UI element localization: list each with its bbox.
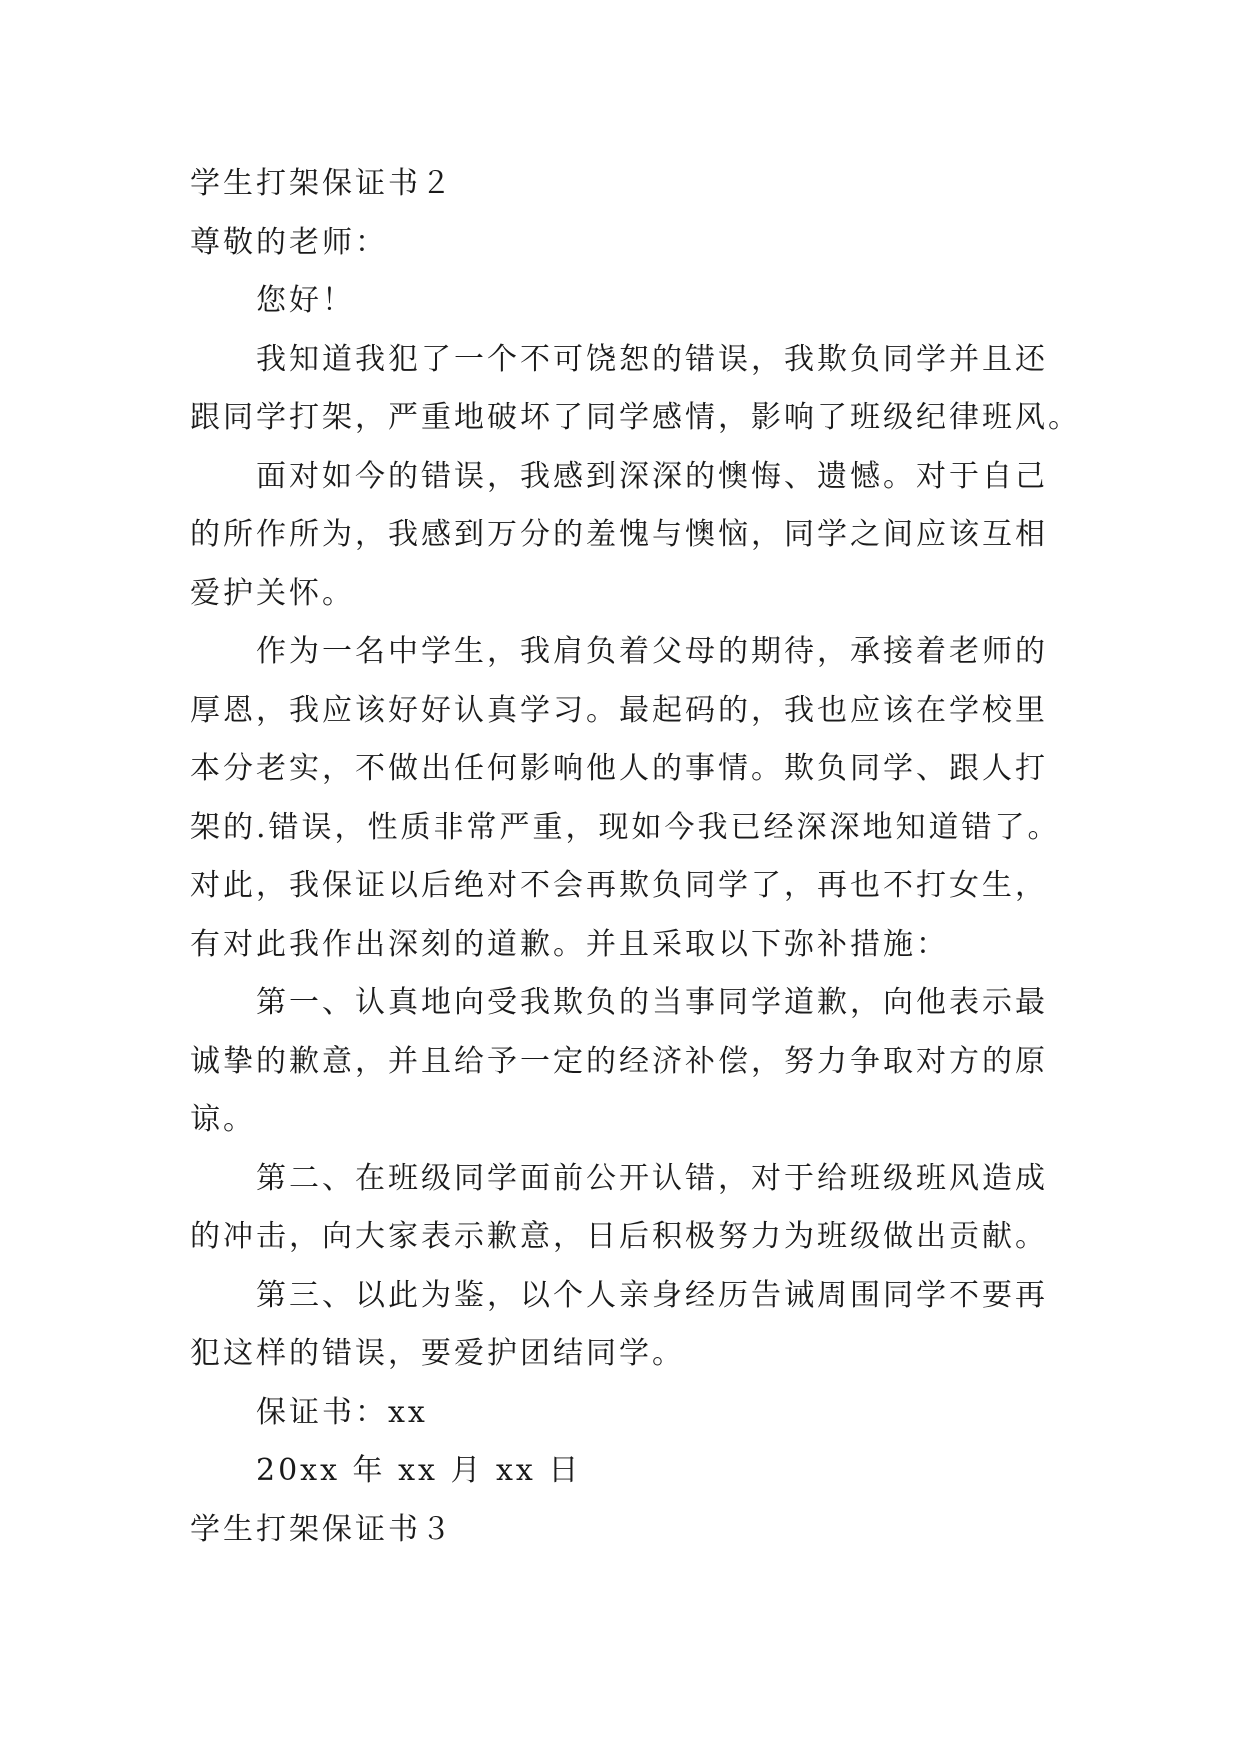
paragraph-line: 第一、认真地向受我欺负的当事同学道歉，向他表示最 (256, 985, 1048, 1020)
paragraph-line: 的冲击，向大家表示歉意，日后积极努力为班级做出贡献。 (190, 1219, 1048, 1254)
paragraph-line: 的所作所为，我感到万分的羞愧与懊恼，同学之间应该互相 (190, 517, 1048, 552)
section-heading: 学生打架保证书３ (190, 1511, 454, 1547)
signature: 保证书：xx (256, 1394, 428, 1430)
paragraph-line: 谅。 (190, 1102, 256, 1137)
greeting: 您好！ (256, 283, 355, 318)
paragraph-line: 厚恩，我应该好好认真学习。最起码的，我也应该在学校里 (190, 692, 1048, 728)
paragraph (190, 1150, 1050, 1267)
paragraph-line: 本分老实，不做出任何影响他人的事情。欺负同学、跟人打 (190, 751, 1048, 786)
paragraph-line: 面对如今的错误，我感到深深的懊悔、遗憾。对于自己 (256, 458, 1048, 494)
section-heading: 学生打架保证书２ (190, 166, 454, 201)
paragraph-line: 跟同学打架，严重地破坏了同学感情，影响了班级纪律班风。 (190, 400, 1081, 435)
paragraph (190, 331, 1081, 448)
paragraph-line: 爱护关怀。 (190, 575, 355, 611)
document-body (190, 155, 1081, 1559)
paragraph (190, 448, 1050, 624)
salutation: 尊敬的老师： (190, 224, 388, 260)
date: 20xx 年 xx 月 xx 日 (256, 1453, 582, 1488)
paragraph-line: 犯这样的错误，要爱护团结同学。 (190, 1336, 685, 1371)
paragraph-line: 对此，我保证以后绝对不会再欺负同学了，再也不打女生， (190, 868, 1048, 903)
paragraph-line: 作为一名中学生，我肩负着父母的期待，承接着老师的 (256, 634, 1048, 669)
paragraph-line: 有对此我作出深刻的道歉。并且采取以下弥补措施： (190, 926, 949, 962)
paragraph-line: 第三、以此为鉴，以个人亲身经历告诫周围同学不要再 (256, 1277, 1048, 1313)
paragraph (190, 974, 1050, 1150)
paragraph (190, 623, 1061, 974)
paragraph-line: 我知道我犯了一个不可饶恕的错误，我欺负同学并且还 (256, 341, 1048, 377)
paragraph-line: 第二、在班级同学面前公开认错，对于给班级班风造成 (256, 1160, 1048, 1196)
paragraph (190, 1267, 1050, 1384)
paragraph-line: 架的.错误，性质非常严重，现如今我已经深深地知道错了。 (190, 809, 1061, 845)
paragraph-line: 诚挚的歉意，并且给予一定的经济补偿，努力争取对方的原 (190, 1043, 1048, 1079)
